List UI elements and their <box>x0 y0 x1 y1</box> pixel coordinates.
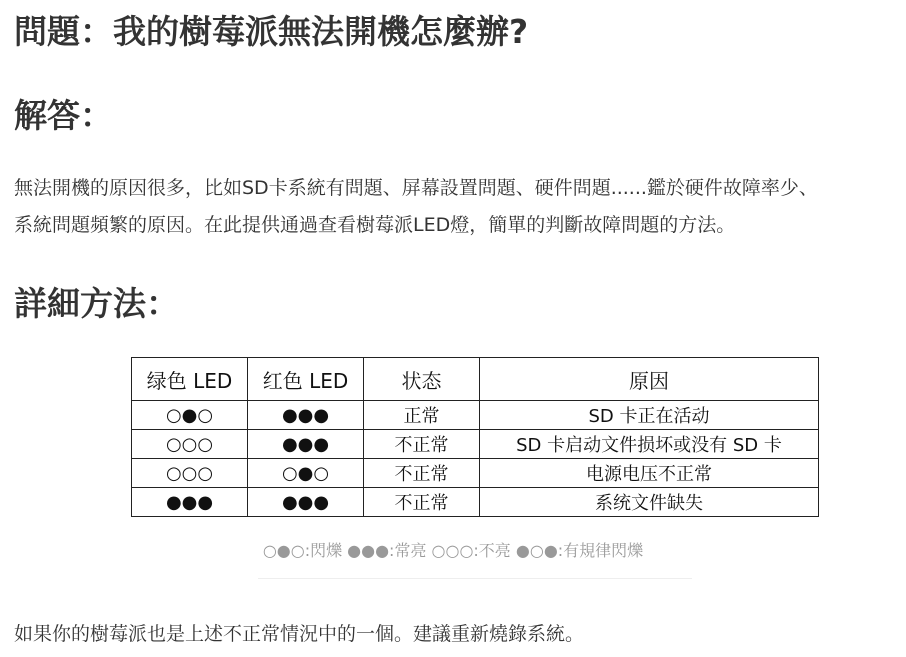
red-led-cell: ●●● <box>248 488 364 517</box>
intro-paragraph <box>14 170 906 244</box>
conclusion-paragraph: 如果你的樹莓派也是上述不正常情況中的一個。建議重新燒錄系統。 <box>14 623 585 645</box>
table-header-row <box>132 358 819 401</box>
table-row <box>132 401 819 430</box>
red-led-cell: ●●● <box>248 401 364 430</box>
green-led-cell: ○●○ <box>132 401 248 430</box>
green-led-cell: ○○○ <box>132 459 248 488</box>
status-cell: 不正常 <box>364 488 480 517</box>
status-cell: 不正常 <box>364 459 480 488</box>
header-status: 状态 <box>364 358 480 401</box>
table-row <box>132 488 819 517</box>
table-row <box>132 430 819 459</box>
led-status-table <box>131 357 819 517</box>
divider <box>258 578 692 579</box>
intro-line-1: 無法開機的原因很多，比如SD卡系統有問題、屏幕設置問題、硬件問題......鑑於硬件故障率少、 <box>14 177 818 199</box>
reason-cell: 电源电压不正常 <box>480 459 819 488</box>
red-led-cell: ○●○ <box>248 459 364 488</box>
red-led-cell: ●●● <box>248 430 364 459</box>
status-cell: 正常 <box>364 401 480 430</box>
status-cell: 不正常 <box>364 430 480 459</box>
intro-line-2: 系統問題頻繁的原因。在此提供通過查看樹莓派LED燈，簡單的判斷故障問題的方法。 <box>14 214 736 236</box>
answer-heading: 解答： <box>14 96 113 135</box>
reason-cell: 系统文件缺失 <box>480 488 819 517</box>
image-caption-legend: ○●○:閃爍 ●●●:常亮 ○○○:不亮 ●○●:有規律閃爍 <box>262 541 644 560</box>
header-green-led: 绿色 LED <box>132 358 248 401</box>
method-heading: 詳細方法： <box>14 284 179 323</box>
table-row <box>132 459 819 488</box>
green-led-cell: ●●● <box>132 488 248 517</box>
header-red-led: 红色 LED <box>248 358 364 401</box>
reason-cell: SD 卡正在活动 <box>480 401 819 430</box>
led-status-table-image <box>131 357 818 516</box>
header-reason: 原因 <box>480 358 819 401</box>
reason-cell: SD 卡启动文件损坏或没有 SD 卡 <box>480 430 819 459</box>
green-led-cell: ○○○ <box>132 430 248 459</box>
page-title: 問題：我的樹莓派無法開機怎麼辦? <box>14 12 529 51</box>
